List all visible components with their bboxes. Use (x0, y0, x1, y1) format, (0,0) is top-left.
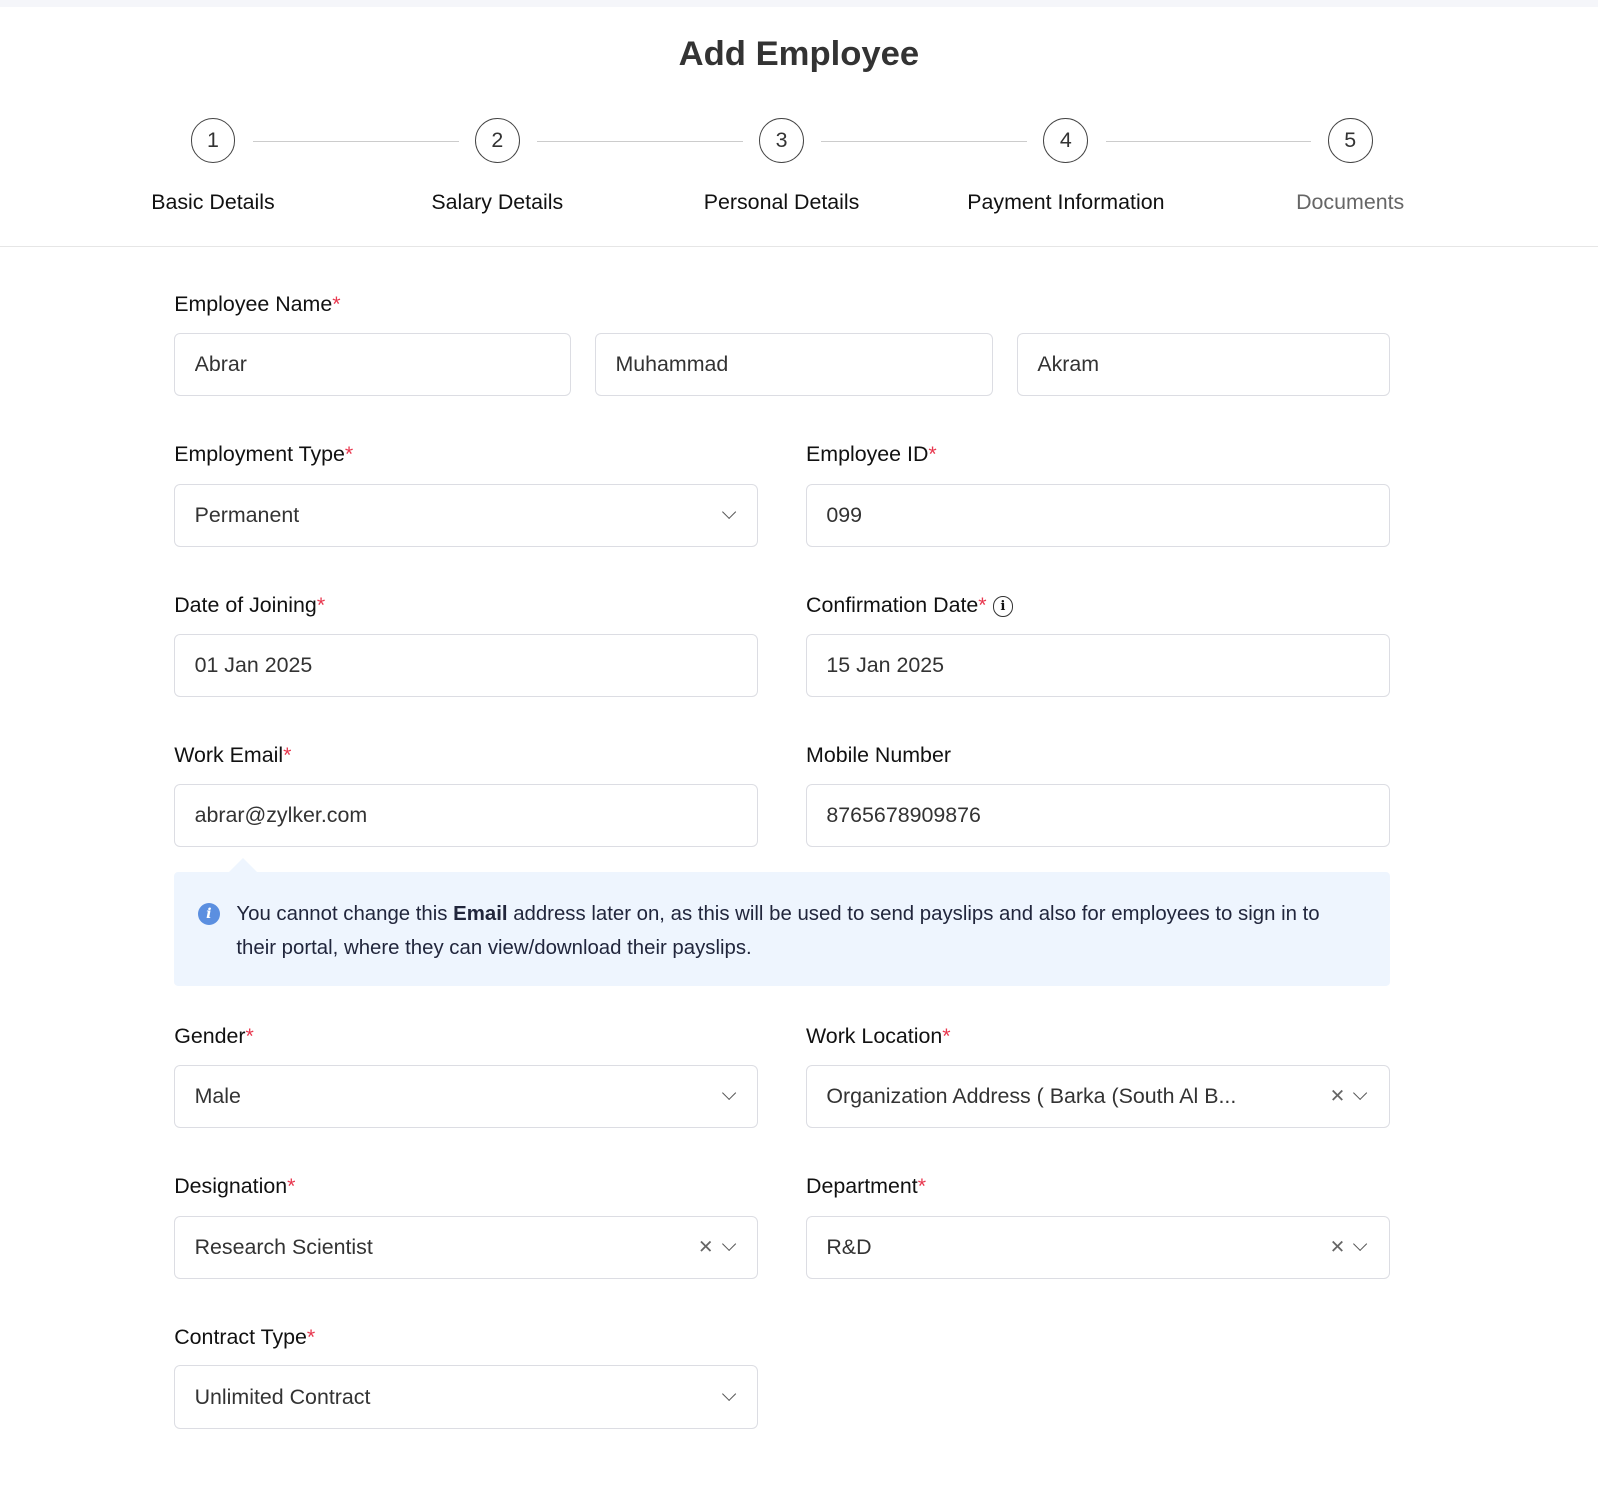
employee-id-input[interactable]: 099 (806, 484, 1390, 547)
confirmation-date-input[interactable]: 15 Jan 2025 (806, 634, 1390, 697)
step-basic-details[interactable] (91, 118, 336, 214)
first-name-input[interactable]: Abrar (174, 333, 570, 396)
clear-icon[interactable]: ✕ (1329, 1085, 1346, 1107)
chevron-down-icon (721, 1237, 735, 1251)
employee-name-label: Employee Name* (174, 292, 341, 317)
work-location-select[interactable]: Organization Address ( Barka (South Al B... ✕ (806, 1065, 1390, 1128)
chevron-down-icon (1353, 1086, 1367, 1100)
step-number: 3 (759, 118, 804, 163)
chevron-down-icon (721, 505, 735, 519)
mobile-number-label: Mobile Number (806, 742, 951, 767)
top-bar (0, 0, 1598, 7)
employment-type-select[interactable]: Permanent (174, 484, 758, 547)
department-select[interactable]: R&D ✕ (806, 1216, 1390, 1279)
chevron-down-icon (721, 1387, 735, 1401)
step-payment-information[interactable] (944, 118, 1189, 214)
step-label: Documents (1296, 189, 1405, 214)
work-email-input[interactable]: abrar@zylker.com (174, 784, 758, 847)
employee-id-label: Employee ID* (806, 442, 937, 467)
chevron-down-icon (1353, 1237, 1367, 1251)
step-salary-details[interactable] (375, 118, 620, 214)
contract-type-select[interactable]: Unlimited Contract (174, 1365, 758, 1428)
work-location-label: Work Location* (806, 1024, 951, 1049)
chevron-down-icon (721, 1086, 735, 1100)
employment-type-label: Employment Type* (174, 442, 354, 467)
department-label: Department* (806, 1173, 927, 1198)
divider (0, 246, 1598, 247)
step-label: Payment Information (967, 189, 1165, 214)
mobile-number-input[interactable]: 8765678909876 (806, 784, 1390, 847)
step-label: Basic Details (151, 189, 275, 214)
step-number: 2 (475, 118, 520, 163)
info-icon: i (198, 903, 220, 925)
step-number: 5 (1328, 118, 1373, 163)
page-title: Add Employee (678, 34, 920, 73)
step-documents[interactable] (1228, 118, 1473, 214)
confirmation-date-label: Confirmation Date* i (806, 593, 1013, 618)
work-email-label: Work Email* (174, 742, 292, 767)
step-number: 1 (191, 118, 236, 163)
step-number: 4 (1043, 118, 1088, 163)
designation-select[interactable]: Research Scientist ✕ (174, 1216, 758, 1279)
email-notice: i You cannot change this Email address later on, as this will be used to send payslips and also for employees to sign in to their portal, where they can view/download their payslips. (174, 872, 1390, 986)
middle-name-input[interactable]: Muhammad (595, 333, 992, 396)
clear-icon[interactable]: ✕ (697, 1236, 714, 1258)
step-label: Personal Details (703, 189, 860, 214)
gender-select[interactable]: Male (174, 1065, 758, 1128)
gender-label: Gender* (174, 1024, 254, 1049)
date-of-joining-input[interactable]: 01 Jan 2025 (174, 634, 758, 697)
info-icon[interactable]: i (993, 596, 1013, 616)
date-of-joining-label: Date of Joining* (174, 593, 326, 618)
step-personal-details[interactable] (659, 118, 904, 214)
contract-type-label: Contract Type* (174, 1324, 316, 1349)
step-label: Salary Details (431, 189, 564, 214)
clear-icon[interactable]: ✕ (1329, 1236, 1346, 1258)
designation-label: Designation* (174, 1173, 296, 1198)
last-name-input[interactable]: Akram (1017, 333, 1390, 396)
